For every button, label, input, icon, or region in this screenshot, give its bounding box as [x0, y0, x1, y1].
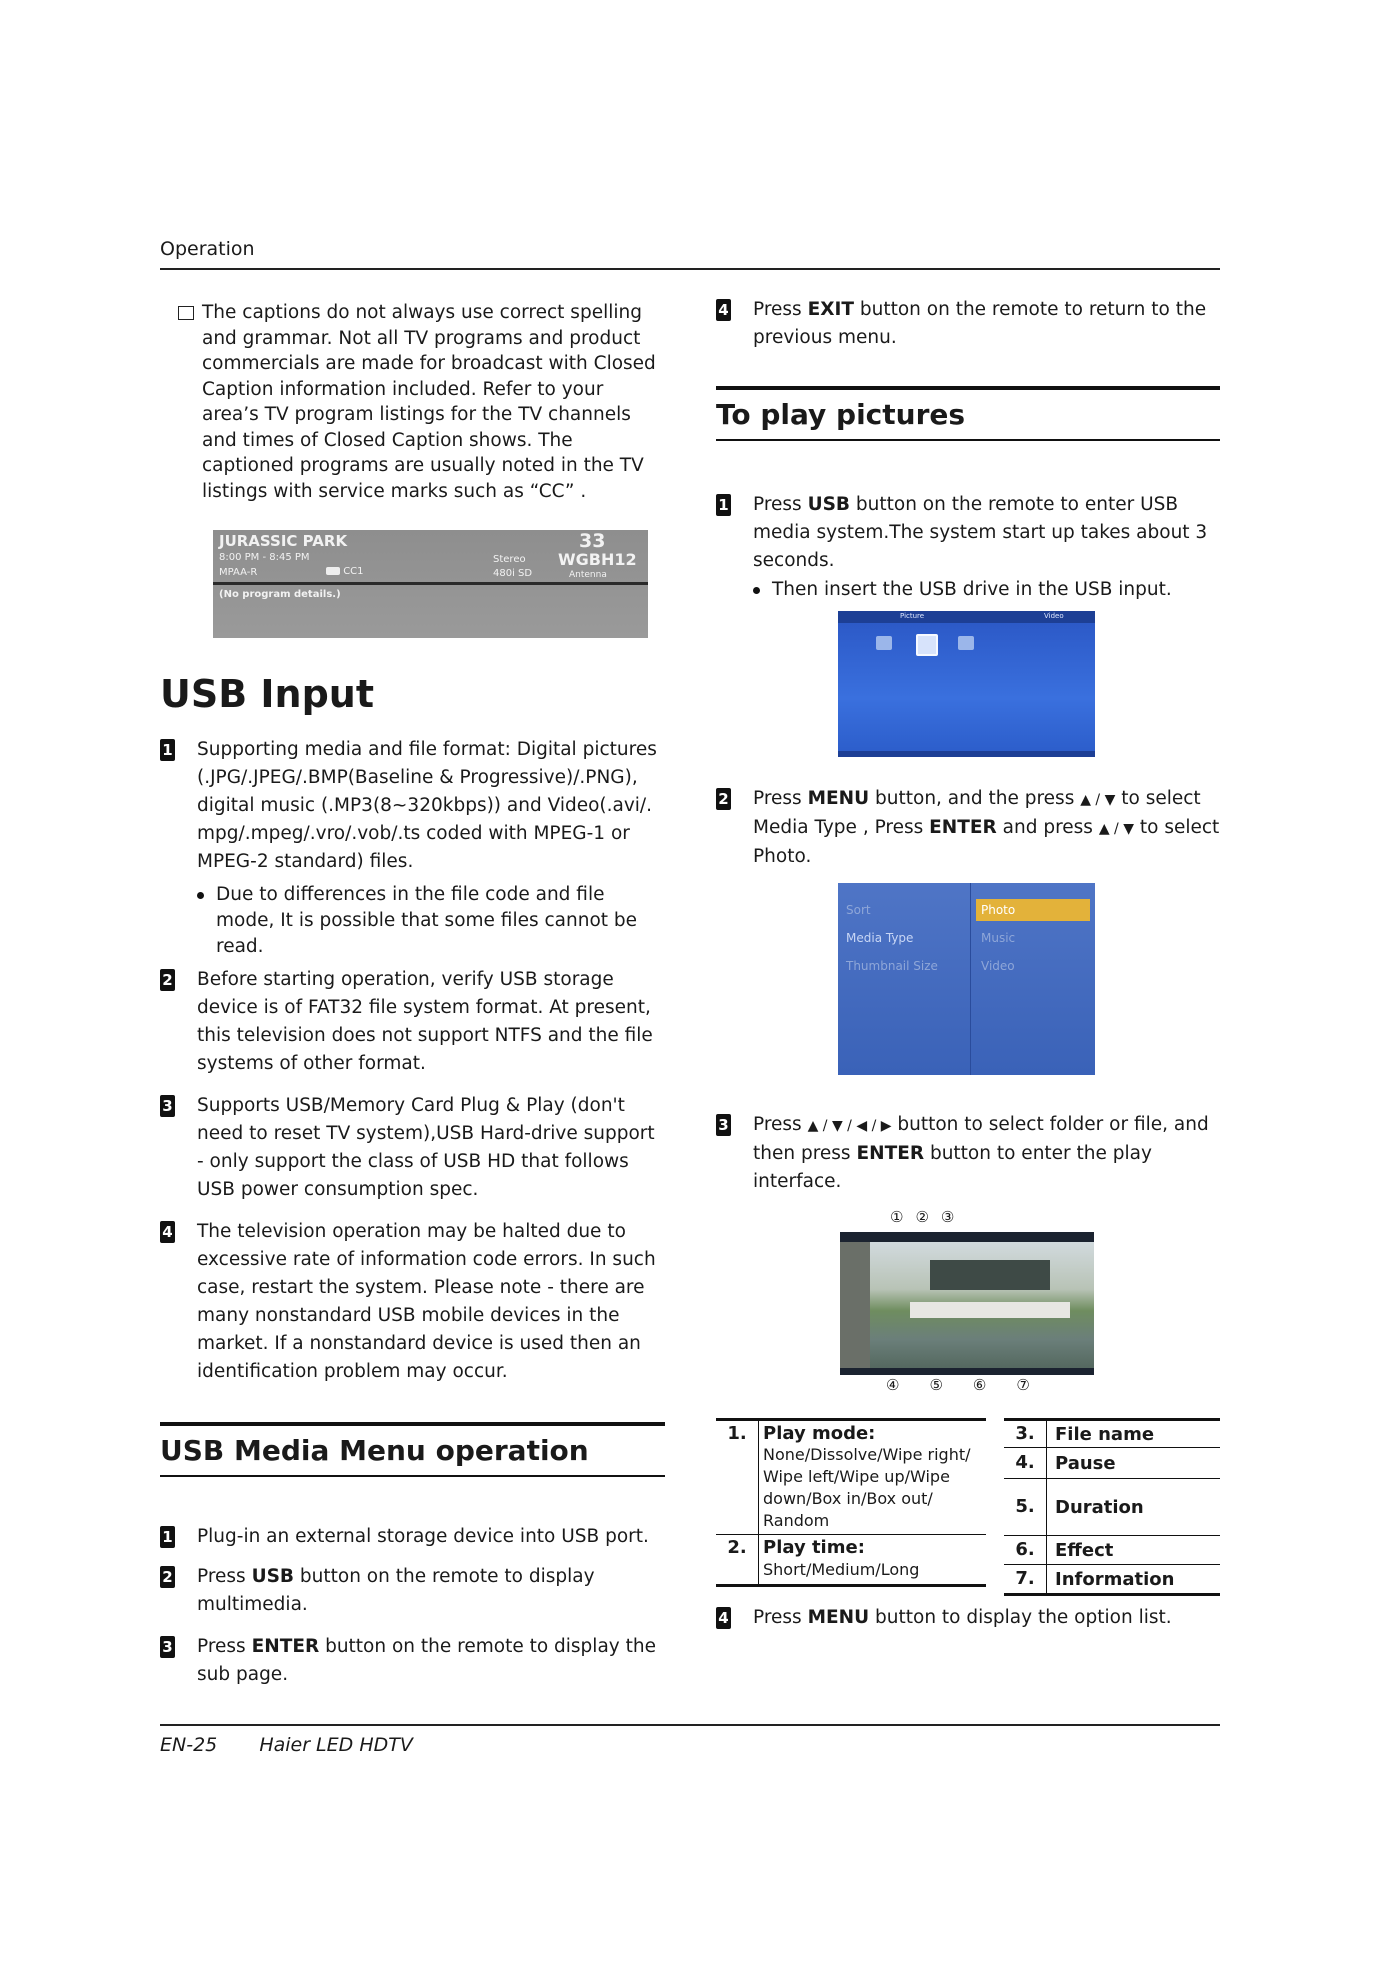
footer-rule — [160, 1724, 1220, 1726]
legend-item: 7. Information — [1004, 1565, 1220, 1593]
step-number: 3 — [716, 1114, 731, 1136]
step-text: Press MENU button to display the option list. — [753, 1607, 1172, 1628]
usb-input-heading: USB Input — [160, 672, 375, 716]
usb-menu-heading: USB Media Menu operation — [160, 1422, 665, 1477]
step-number: 4 — [160, 1221, 175, 1243]
folder-icon[interactable] — [876, 636, 892, 650]
playback-bottom-bar — [840, 1368, 1094, 1375]
pictures-bullet — [753, 577, 1220, 603]
step-text: The television operation may be halted due to excessive rate of information code errors. In such case, restart the system. Please note - there are many nonstandard USB mobile devices in the market. If a nonstandard device is used then an identification problem may occur. — [197, 1221, 656, 1382]
step-number: 1 — [716, 494, 731, 516]
step-number: 2 — [160, 1566, 175, 1588]
menu-item-thumbnail-size[interactable]: Thumbnail Size — [846, 959, 938, 973]
step-text: Press MENU button, and the press ▲ / ▼ to select Media Type , Press ENTER and press ▲ / ▼ to select Photo. — [753, 788, 1220, 867]
usb-menu-step-2 — [160, 1563, 665, 1619]
step-number: 1 — [160, 1526, 175, 1548]
pavilion-roof — [930, 1260, 1050, 1290]
step-text: Before starting operation, verify USB storage device is of FAT32 file system format. At present, this television does not support NTFS and the file systems of other format. — [197, 969, 653, 1074]
right-column — [716, 296, 1220, 1632]
header-rule — [160, 268, 1220, 270]
usb-home-screenshot — [838, 611, 1095, 757]
product-name: Haier LED HDTV — [259, 1734, 413, 1756]
step-text: Press ▲ / ▼ / ◀ / ▶ button to select folder or file, and then press ENTER button to enter the play interface. — [753, 1114, 1209, 1192]
step-text: Supports USB/Memory Card Plug & Play (don't need to reset TV system),USB Hard-drive support - only support the class of USB HD that follows USB power consumption spec. — [197, 1095, 655, 1200]
photo-playback-screenshot — [840, 1232, 1094, 1375]
play-pictures-heading: To play pictures — [716, 386, 1220, 441]
pavilion-rail — [910, 1302, 1070, 1318]
usb-top-bar: Picture Video — [838, 611, 1095, 623]
page-footer — [160, 1734, 449, 1756]
section-header: Operation — [160, 238, 255, 260]
step-text: Supporting media and file format: Digital pictures (.JPG/.JPEG/.BMP(Baseline & Progressive)/.PNG), digital music (.MP3(8~320kbps)) and Video(.avi/. mpg/.mpeg/.vro/.vob/.ts coded with MPEG-1 or MPEG-2 standard) files. — [197, 739, 657, 872]
usb-input-step-1 — [160, 736, 665, 876]
step-text: Press USB button on the remote to enter USB media system.The system start up takes about 3 seconds. — [753, 494, 1208, 571]
callouts-top: ①②③ — [890, 1208, 967, 1226]
legend-item: 6. Effect — [1004, 1536, 1220, 1565]
checkbox-bullet-icon — [178, 306, 194, 320]
usb-bottom-bar — [838, 751, 1095, 757]
cc-time: 8:00 PM - 8:45 PM — [219, 552, 310, 563]
step-number: 2 — [716, 788, 731, 810]
usb-menu-step-4 — [716, 296, 1220, 352]
legend-left — [716, 1418, 986, 1587]
left-column — [160, 300, 665, 1689]
up-down-arrows-icon: ▲ / ▼ — [1098, 821, 1134, 837]
step-text: Press EXIT button on the remote to return to the previous menu. — [753, 299, 1207, 348]
step-number: 3 — [160, 1636, 175, 1658]
bullet-text: Then insert the USB drive in the USB input. — [772, 579, 1172, 600]
bullet-dot — [197, 892, 204, 899]
cc-source: Antenna — [569, 570, 607, 580]
cc-divider — [213, 582, 648, 585]
usb-input-step-3 — [160, 1092, 665, 1204]
cc-program-title: JURASSIC PARK — [219, 532, 348, 550]
pictures-step-3 — [716, 1111, 1220, 1196]
usb-menu-step-1 — [160, 1523, 665, 1551]
cc-caption-badge: CC1 — [326, 566, 364, 577]
menu-option-music[interactable]: Music — [981, 931, 1016, 945]
cc-rating: MPAA-R — [219, 567, 258, 578]
cc-channel-name: WGBH12 — [558, 550, 637, 569]
cc-banner-screenshot — [213, 530, 648, 638]
up-down-arrows-icon: ▲ / ▼ — [1080, 792, 1116, 808]
cc-resolution: 480i SD — [493, 568, 533, 579]
pictures-step-4 — [716, 1604, 1220, 1632]
media-type-menu-screenshot — [838, 883, 1095, 1075]
cc-icon — [326, 567, 340, 575]
caption-note — [166, 300, 665, 504]
caption-note-text: The captions do not always use correct spelling and grammar. Not all TV programs and product commercials are made for broadcast with Closed Caption information included. Refer to your area’s TV program listings for the TV channels and times of Closed Caption shows. The captioned programs are usually noted in the TV listings with service marks such as “CC” . — [202, 302, 656, 502]
usb-menu-step-3 — [160, 1633, 665, 1689]
menu-option-video[interactable]: Video — [981, 959, 1015, 973]
playback-top-bar — [840, 1232, 1094, 1242]
usb-input-step-2 — [160, 966, 665, 1078]
step-text: Press ENTER button on the remote to display the sub page. — [197, 1636, 656, 1685]
legend — [716, 1418, 1220, 1598]
legend-item: 4. Pause — [1004, 1448, 1220, 1479]
legend-item: 5. Duration — [1004, 1479, 1220, 1536]
step-number: 4 — [716, 1607, 731, 1629]
cc-audio: Stereo — [493, 554, 526, 565]
menu-item-media-type[interactable]: Media Type — [846, 931, 914, 945]
legend-right — [1004, 1418, 1220, 1596]
bullet-dot — [753, 587, 760, 594]
step-number: 1 — [160, 739, 175, 761]
usb-input-step-4 — [160, 1218, 665, 1386]
page-number: EN-25 — [160, 1734, 218, 1756]
step-number: 3 — [160, 1095, 175, 1117]
pictures-step-1 — [716, 491, 1220, 575]
menu-divider — [970, 883, 971, 1075]
photo-left-edge — [840, 1242, 870, 1368]
pictures-step-2 — [716, 785, 1220, 871]
step-number: 4 — [716, 299, 731, 321]
bullet-text: Due to differences in the file code and file mode, It is possible that some files cannot be read. — [216, 884, 638, 957]
step-text: Press USB button on the remote to display multimedia. — [197, 1566, 595, 1615]
photo-icon[interactable] — [916, 634, 938, 656]
direction-arrows-icon: ▲ / ▼ / ◀ / ▶ — [807, 1118, 892, 1134]
step-text: Plug-in an external storage device into USB port. — [197, 1526, 649, 1547]
menu-option-photo[interactable]: Photo — [981, 903, 1016, 917]
video-icon[interactable] — [958, 636, 974, 650]
step-number: 2 — [160, 969, 175, 991]
cc-channel-number: 33 — [579, 530, 606, 552]
legend-item: 1. Play mode: None/Dissolve/Wipe right/ Wipe left/Wipe up/Wipe down/Box in/Box out/ Random — [716, 1421, 986, 1535]
cc-details: (No program details.) — [219, 589, 341, 600]
legend-item: 2. Play time: Short/Medium/Long — [716, 1535, 986, 1584]
callouts-bottom: ④⑤⑥⑦ — [886, 1376, 1060, 1394]
menu-item-sort[interactable]: Sort — [846, 903, 871, 917]
usb-input-bullet — [197, 882, 665, 960]
legend-item: 3. File name — [1004, 1421, 1220, 1448]
photo-playback-figure — [840, 1208, 1094, 1396]
